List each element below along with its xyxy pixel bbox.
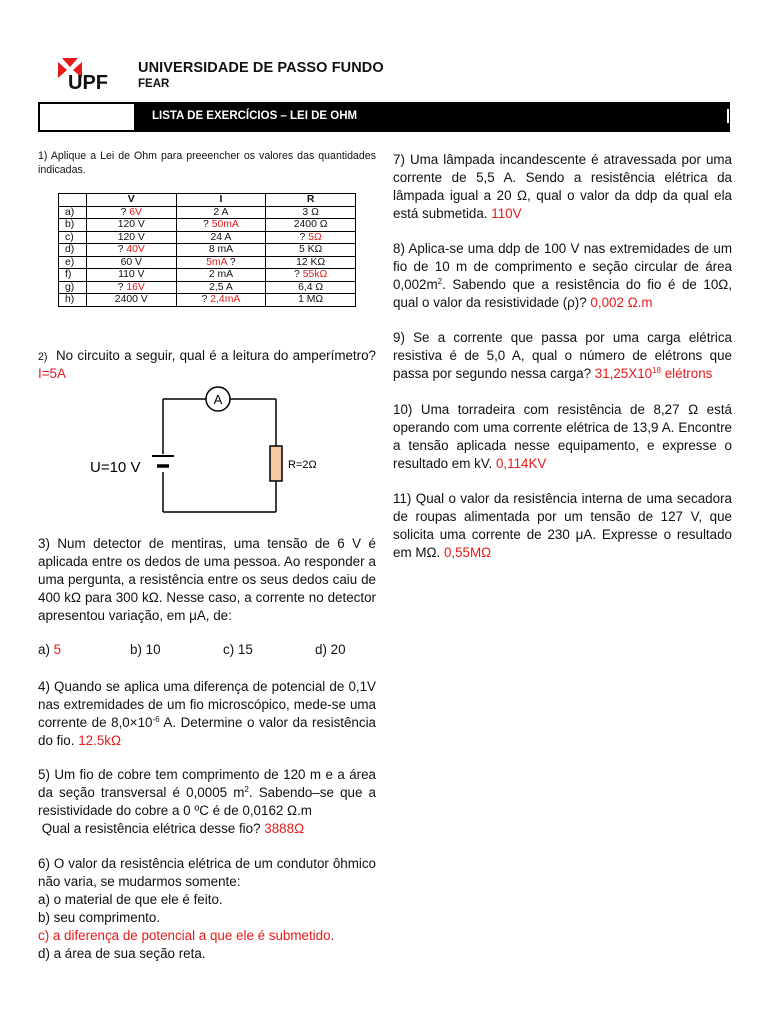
q3-option-a	[38, 641, 61, 659]
q3-option-c: c) 15	[223, 642, 253, 657]
cell-given: 120 V	[117, 231, 145, 243]
q11-answer: 0,55MΩ	[443, 545, 492, 560]
table-cell-v	[86, 206, 176, 219]
table-cell-r	[266, 281, 356, 294]
q6-option-c-answer: c) a diferença de potencial a que ele é submetido.	[38, 928, 335, 943]
table-row	[59, 219, 356, 232]
cell-given: 110 V	[118, 269, 145, 281]
table-cell-i	[176, 281, 266, 294]
resistor-symbol	[270, 446, 282, 481]
q5-exponent: 2	[244, 785, 249, 794]
cell-suffix: ?	[227, 256, 236, 268]
table-row	[59, 256, 356, 269]
q2-number: 2)	[38, 351, 48, 363]
q2-question: No circuito a seguir, qual é a leitura do amperímetro?	[56, 348, 376, 363]
table-cell-i	[176, 256, 266, 269]
table-header-cell: I	[176, 194, 266, 207]
table-cell-r	[266, 231, 356, 244]
table-row	[59, 294, 356, 307]
q8-text-a: 8) Aplica-se uma ddp de 100 V nas extremidades de um fio de 10 m de comprimento e seção circular de área 0,002m	[393, 241, 732, 292]
q5-text-a: 5) Um fio de cobre tem comprimento de 120 m e a área da seção transversal é 0,0005 m	[38, 767, 376, 800]
cell-given: 60 V	[120, 256, 142, 268]
q8-text-b: . Sabendo que a resistência do fio é de 10Ω, qual o valor da resistividade (ρ)?	[393, 277, 732, 310]
table-row	[59, 231, 356, 244]
table-cell-v	[86, 281, 176, 294]
q2-answer: I=5A	[38, 366, 66, 381]
q11-question: 11) Qual o valor da resistência interna de uma secadora de roupas alimentada por um tensão de 127 V, que solicita uma corrente de 230 μA. Expresse o resultado em MΩ.	[393, 491, 732, 560]
table-cell-i	[176, 269, 266, 282]
table-row	[59, 206, 356, 219]
table-cell-v	[86, 294, 176, 307]
table-cell-label: e)	[59, 256, 87, 269]
table-cell-v	[86, 219, 176, 232]
cell-given: 8 mA	[208, 244, 234, 256]
faculty-name: FEAR	[138, 78, 170, 90]
table-cell-label: g)	[59, 281, 87, 294]
table-cell-label: h)	[59, 294, 87, 307]
cell-answer: 16V	[126, 281, 145, 293]
cell-answer: 5mA	[206, 256, 227, 268]
table-header-cell: V	[86, 194, 176, 207]
cell-given: ?	[117, 281, 127, 293]
q6-option-a: a) o material de que ele é feito.	[38, 892, 223, 907]
ohm-table-body	[59, 194, 356, 307]
q10-answer: 0,114KV	[495, 456, 547, 471]
q10-text	[393, 401, 732, 473]
cell-given: 24 A	[210, 231, 232, 243]
table-cell-label: a)	[59, 206, 87, 219]
table-cell-v	[86, 231, 176, 244]
university-name: UNIVERSIDADE DE PASSO FUNDO	[138, 60, 384, 76]
table-cell-label: c)	[59, 231, 87, 244]
q7-text	[393, 151, 732, 223]
q8-text	[393, 240, 732, 312]
q5-answer: 3888Ω	[264, 821, 305, 836]
title-bar	[38, 102, 730, 132]
q4-text-a: 4) Quando se aplica uma diferença de potencial de 0,1V nas extremidades de um fio microscópico, mede-se uma corrente de 8,0×10	[38, 679, 376, 730]
resistance-label: R=2Ω	[288, 459, 317, 471]
cell-answer: 6V	[129, 206, 142, 218]
q4-exponent: -6	[152, 715, 160, 724]
table-cell-r	[266, 206, 356, 219]
cell-given: ?	[203, 219, 212, 231]
table-row	[59, 269, 356, 282]
cell-answer: 2,4mA	[210, 294, 241, 306]
q3-text: 3) Num detector de mentiras, uma tensão de 6 V é aplicada entre os dedos de uma pessoa. Ao responder a uma pergunta, a resistência entre os seus dedos caiu de 400 kΩ para 300 kΩ. Nesse caso, a corrente no detector apresentou variação, em μA, de:	[38, 536, 376, 623]
table-row	[59, 281, 356, 294]
cell-given: 5 KΩ	[298, 244, 323, 256]
q3-option-a-label: a)	[38, 642, 54, 657]
q9-answer	[595, 366, 713, 381]
q4-text	[38, 678, 376, 750]
q5-question-line	[38, 820, 376, 838]
q4-answer: 12.5kΩ	[78, 733, 121, 748]
voltage-label: U=10 V	[90, 459, 141, 476]
table-cell-i	[176, 219, 266, 232]
circuit-diagram	[80, 386, 370, 516]
cell-given: 2 mA	[208, 269, 234, 281]
q9-answer-unit: elétrons	[661, 366, 713, 381]
q9-answer-exponent: 18	[652, 366, 661, 375]
table-cell-i	[176, 294, 266, 307]
cell-given: ?	[117, 244, 127, 256]
cell-answer: 50mA	[211, 219, 239, 231]
q5-text	[38, 766, 376, 820]
table-header-row	[59, 194, 356, 207]
cell-given: 1 MΩ	[298, 294, 324, 306]
q3-option-a-answer: 5	[53, 642, 62, 657]
table-cell-r	[266, 294, 356, 307]
cell-given: ?	[299, 231, 309, 243]
cell-given: ?	[201, 294, 211, 306]
cell-given: 2400 V	[114, 294, 148, 306]
table-cell-r	[266, 244, 356, 257]
page-title: LISTA DE EXERCÍCIOS – LEI DE OHM	[152, 110, 358, 122]
q1-text: 1) Aplique a Lei de Ohm para preeencher os valores das quantidades indicadas.	[38, 150, 376, 176]
cell-answer: 55kΩ	[302, 269, 328, 281]
q2-text	[38, 347, 376, 383]
q6-text: 6) O valor da resistência elétrica de um condutor ôhmico não varia, se mudarmos somente:	[38, 856, 376, 889]
cell-given: 2,5 A	[209, 281, 233, 293]
table-cell-i	[176, 244, 266, 257]
q9-answer-mantissa: 31,25X10	[594, 366, 653, 381]
q5-text-b: . Sabendo–se que a resistividade do cobre a 0 ºC é de 0,0162 Ω.m	[38, 785, 377, 818]
table-cell-v	[86, 244, 176, 257]
q9-text	[393, 329, 732, 383]
q7-answer: 110V	[491, 206, 522, 221]
title-bar-box	[40, 104, 134, 130]
logo-text: UPF	[68, 72, 108, 92]
ohm-table	[58, 193, 356, 307]
cell-given: 120 V	[117, 219, 145, 231]
table-cell-r	[266, 219, 356, 232]
q6-option-d: d) a área de sua seção reta.	[38, 946, 206, 961]
table-cell-v	[86, 269, 176, 282]
cell-given: 3 Ω	[302, 206, 319, 218]
q11-text	[393, 490, 732, 562]
cell-given: ?	[294, 269, 303, 281]
cell-answer: 40V	[126, 244, 145, 256]
q3-options	[38, 641, 376, 659]
cell-given: 12 KΩ	[296, 256, 326, 268]
q5-line2: Qual a resistência elétrica desse fio?	[38, 821, 265, 836]
table-cell-label: d)	[59, 244, 87, 257]
q6-option-b: b) seu comprimento.	[38, 910, 161, 925]
q9-question: 9) Se a corrente que passa por uma carga elétrica resistiva é de 5,0 A, qual o número de elétrons que passa por segundo nessa carga?	[393, 330, 732, 381]
q7-question: 7) Uma lâmpada incandescente é atravessada por uma corrente de 5,5 A. Sendo a resistência elétrica da lâmpada igual a 20 Ω, qual o valor da ddp da qual ela está submetida.	[393, 152, 732, 221]
cell-answer: 5Ω	[308, 231, 322, 243]
q3-option-b: b) 10	[130, 642, 161, 657]
table-cell-i	[176, 206, 266, 219]
q3-option-d: d) 20	[315, 642, 346, 657]
cell-given: ?	[120, 206, 130, 218]
table-cell-r	[266, 256, 356, 269]
table-header-cell: R	[266, 194, 356, 207]
upf-logo	[58, 58, 120, 92]
title-bar-mark	[727, 109, 729, 123]
ammeter-label: A	[213, 392, 223, 407]
table-header-cell	[59, 194, 87, 207]
q4-text-b: A. Determine o valor da resistência do fio.	[38, 715, 376, 748]
table-cell-label: f)	[59, 269, 87, 282]
q8-exponent: 2	[437, 277, 443, 286]
cell-given: 6,4 Ω	[298, 281, 324, 293]
table-cell-r	[266, 269, 356, 282]
q10-question: 10) Uma torradeira com resistência de 8,27 Ω está operando com uma corrente elétrica de 13,9 A. Encontre a tensão aplicada nesse equipamento, e expresse o resultado em kV.	[393, 402, 732, 471]
table-cell-i	[176, 231, 266, 244]
cell-given: 2 A	[213, 206, 229, 218]
table-cell-label: b)	[59, 219, 87, 232]
table-row	[59, 244, 356, 257]
cell-given: 2400 Ω	[293, 219, 328, 231]
table-cell-v	[86, 256, 176, 269]
q8-answer: 0,002 Ω.m	[590, 295, 653, 310]
